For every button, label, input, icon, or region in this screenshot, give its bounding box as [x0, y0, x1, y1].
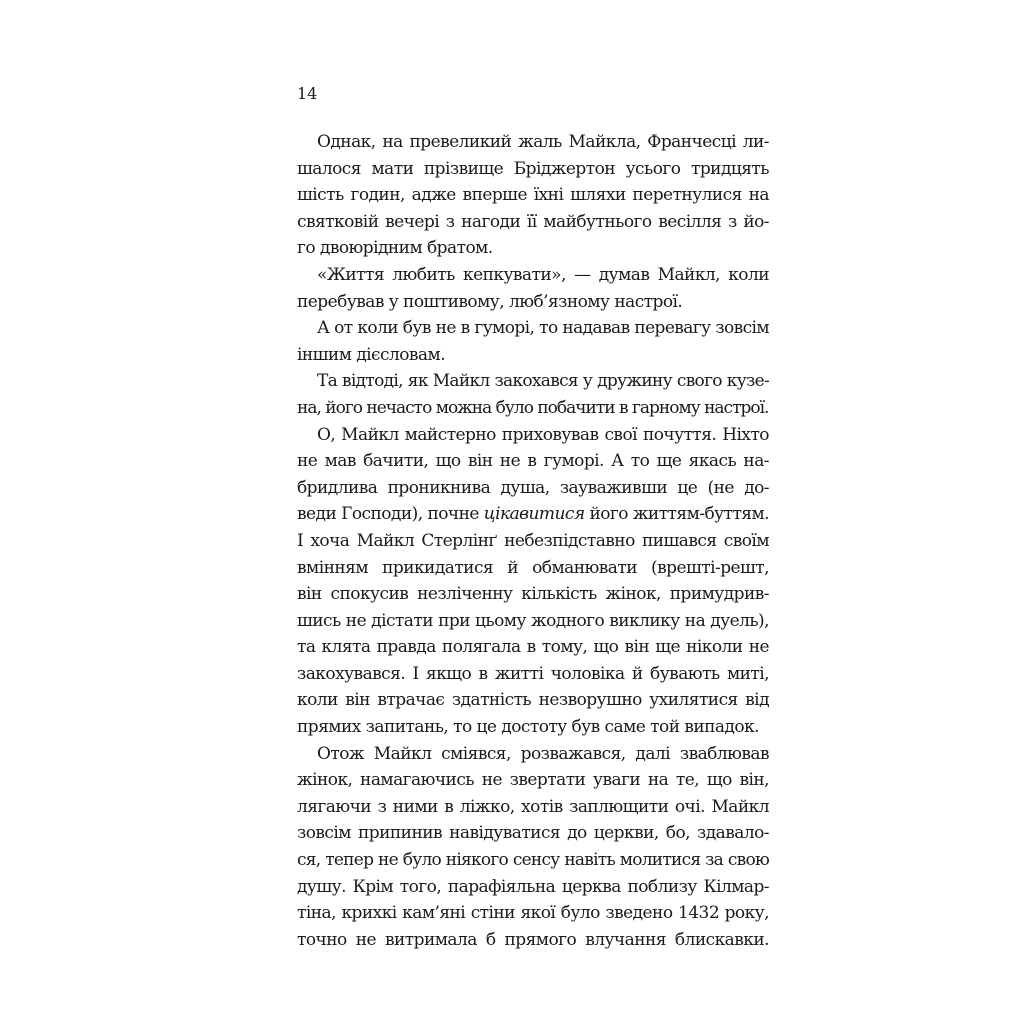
text-line: шість годин, адже вперше їхні шляхи перетнулися на: [297, 185, 769, 206]
text-line: тіна, крихкі кам’яні стіни якої було зведено 1432 року,: [297, 903, 769, 924]
text-line: закохувався. І якщо в житті чоловіка й бувають миті,: [297, 663, 769, 684]
text-line: го двоюрідним братом.: [297, 238, 493, 259]
text-line: зовсім припинив навідуватися до церкви, бо, здавало-: [297, 823, 769, 844]
text-line: бридлива проникнива душа, зауваживши це (не до-: [297, 477, 769, 498]
text-line: жінок, намагаючись не звертати уваги на те, що він,: [297, 770, 769, 791]
text-line: на, його нечасто можна було побачити в гарному настрої.: [297, 397, 769, 418]
text-line: Отож Майкл сміявся, розважався, далі зваблював: [317, 743, 769, 764]
text-line: перебував у поштивому, люб’язному настрої.: [297, 291, 683, 312]
text-line: шалося мати прізвище Бріджертон усього тридцять: [297, 158, 769, 179]
page-number: 14: [297, 84, 318, 103]
text-line: І хоча Майкл Стерлінґ небезпідставно пишався своїм: [297, 530, 769, 551]
text-line: Та відтоді, як Майкл закохався у дружину свого кузе-: [317, 371, 769, 392]
body-text: [297, 129, 769, 953]
text-line: не мав бачити, що він не в гуморі. А то ще якась на-: [297, 451, 769, 472]
text-line: він спокусив незліченну кількість жінок, примудрив-: [297, 584, 769, 605]
text-line: шись не дістати при цьому жодного виклику на дуель),: [297, 610, 769, 631]
text-line: вмінням прикидатися й обманювати (врешті-решт,: [297, 557, 769, 578]
text-line: коли він втрачає здатність незворушно ухилятися від: [297, 690, 769, 711]
text-segment: його життям-буттям.: [584, 504, 769, 525]
text-line: Однак, на превеликий жаль Майкла, Франчесці ли-: [317, 132, 769, 152]
text-line: лягаючи з ними в ліжко, хотів заплющити очі. Майкл: [297, 796, 769, 817]
text-line: [297, 501, 769, 528]
italic-text-segment: цікавитися: [483, 504, 585, 525]
text-line: точно не витримала б прямого влучання блискавки.: [297, 929, 769, 950]
text-line: ся, тепер не було ніякого сенсу навіть молитися за свою: [297, 850, 769, 871]
text-line: іншим дієсловам.: [297, 344, 446, 365]
text-line: прямих запитань, то це достоту був саме той випадок.: [297, 717, 760, 738]
text-line: душу. Крім того, парафіяльна церква поблизу Кілмар-: [297, 876, 769, 897]
text-line: О, Майкл майстерно приховував свої почуття. Ніхто: [317, 424, 769, 445]
text-line: святковій вечері з нагоди її майбутнього весілля з йо-: [297, 211, 769, 232]
text-line: «Життя любить кепкувати», — думав Майкл, коли: [317, 264, 769, 285]
text-segment: веди Господи), почне: [297, 504, 484, 525]
text-line: А от коли був не в гуморі, то надавав перевагу зовсім: [317, 318, 769, 339]
text-line: та клята правда полягала в тому, що він ще ніколи не: [297, 637, 769, 658]
